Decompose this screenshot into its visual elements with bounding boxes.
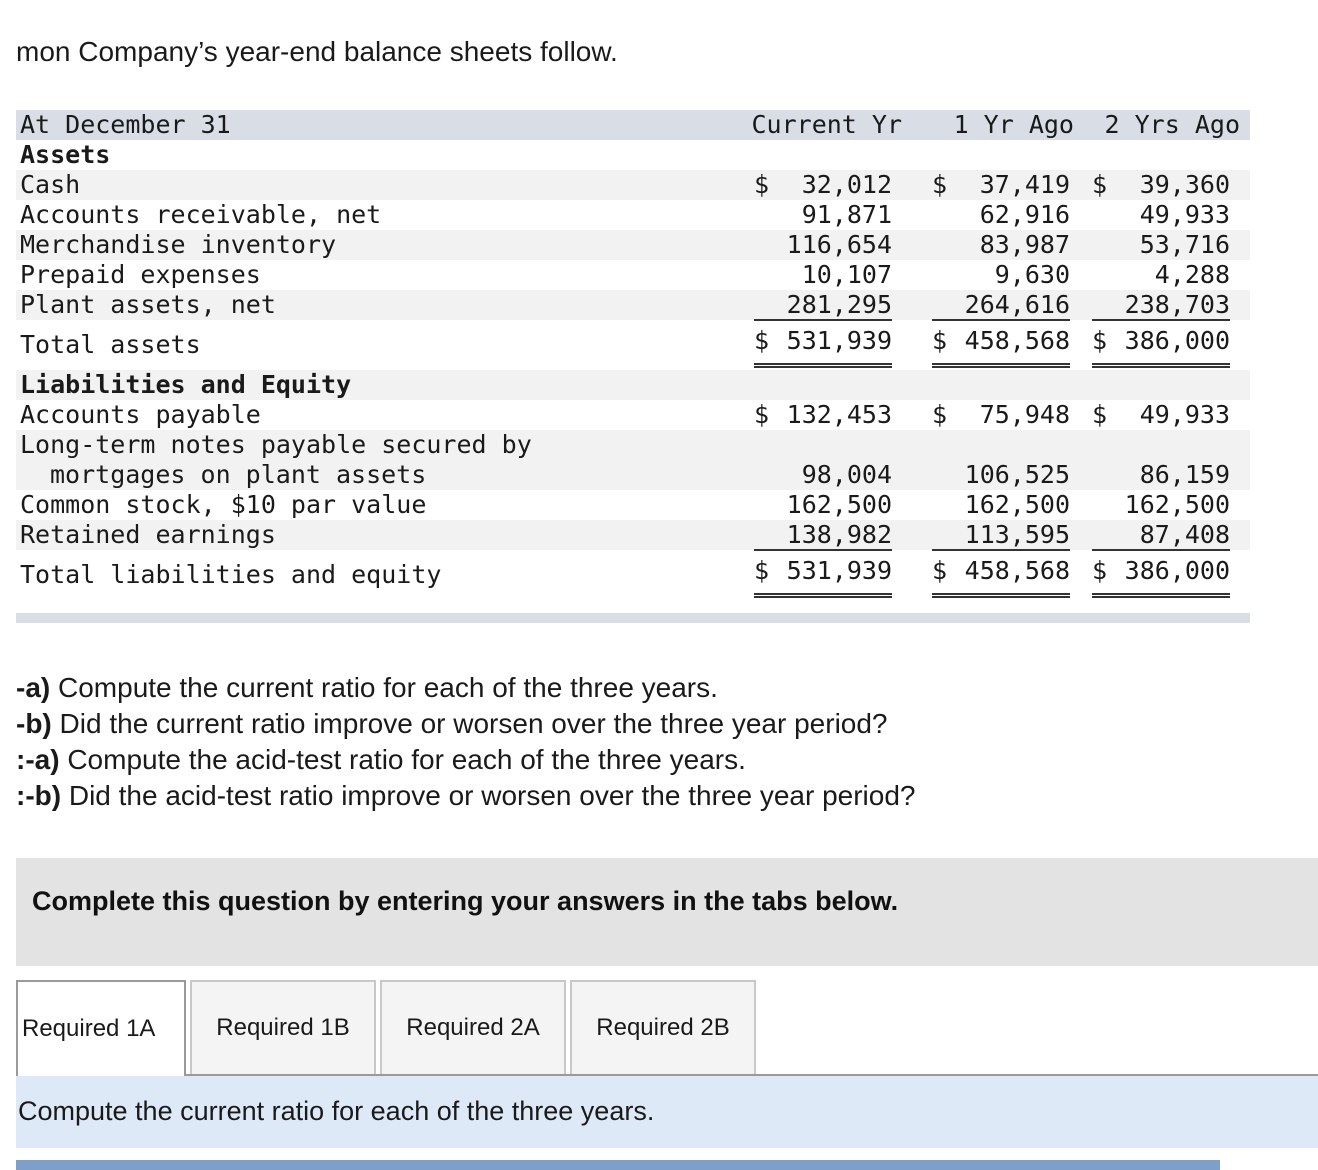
tab-required-2a[interactable]: Required 2A	[380, 980, 566, 1074]
value-cell: $ 386,000	[1092, 556, 1230, 598]
table-row	[16, 400, 1250, 430]
value-cell: 238,703	[1092, 290, 1230, 321]
question-list	[16, 670, 916, 814]
question-item: :-b) Did the acid-test ratio improve or worsen over the three year period?	[16, 780, 916, 811]
value-cell: 116,654	[786, 230, 892, 259]
value-cell: 162,500	[964, 490, 1070, 519]
row-label: Merchandise inventory	[20, 230, 337, 259]
header-1-yr-ago: 1 Yr Ago	[953, 110, 1074, 139]
question-item: :-a) Compute the acid-test ratio for each of the three years.	[16, 744, 746, 775]
panel-header-bar	[16, 1160, 1220, 1170]
total-assets-row	[16, 326, 1250, 366]
value-cell: 4,288	[1154, 260, 1230, 289]
value-cell: $ 32,012	[754, 170, 892, 199]
value-cell: 83,987	[979, 230, 1070, 259]
value-cell: 91,871	[801, 200, 892, 229]
value-cell: $ 132,453	[754, 400, 892, 429]
value-cell: $ 458,568	[932, 326, 1070, 368]
table-row	[16, 230, 1250, 260]
table-row	[16, 170, 1250, 200]
liabilities-heading: Liabilities and Equity	[20, 370, 352, 399]
row-label: Retained earnings	[20, 520, 276, 549]
value-cell: 87,408	[1092, 520, 1230, 551]
row-label: Accounts receivable, net	[20, 200, 382, 229]
assets-heading: Assets	[20, 140, 111, 169]
header-current-yr: Current Yr	[751, 110, 902, 139]
question-item: -a) Compute the current ratio for each of the three years.	[16, 672, 718, 703]
row-label: Plant assets, net	[20, 290, 276, 319]
value-cell: 9,630	[994, 260, 1070, 289]
value-cell: 162,500	[786, 490, 892, 519]
panel-instruction: Compute the current ratio for each of the three years.	[18, 1096, 655, 1126]
row-label: Total liabilities and equity	[20, 560, 442, 589]
header-2-yrs-ago: 2 Yrs Ago	[1104, 110, 1240, 139]
value-cell: 49,933	[1139, 200, 1230, 229]
tab-bar	[16, 980, 1318, 1076]
banner-text: Complete this question by entering your answers in the tabs below.	[32, 886, 899, 916]
value-cell: $ 458,568	[932, 556, 1070, 598]
value-cell: 62,916	[979, 200, 1070, 229]
table-row	[16, 290, 1250, 320]
value-cell: 281,295	[754, 290, 892, 321]
value-cell: $ 39,360	[1092, 170, 1230, 199]
header-label: At December 31	[20, 110, 231, 139]
row-label-continued: mortgages on plant assets	[50, 460, 427, 489]
total-liabilities-row	[16, 556, 1250, 600]
value-cell: 264,616	[932, 290, 1070, 321]
table-bottom-rule	[16, 613, 1250, 623]
value-cell: $ 386,000	[1092, 326, 1230, 368]
table-row	[16, 430, 1250, 490]
liabilities-heading-row	[16, 370, 1250, 400]
value-cell: 86,159	[1139, 460, 1230, 489]
tab-required-1a[interactable]: Required 1A	[16, 980, 186, 1076]
value-cell: 10,107	[801, 260, 892, 289]
value-cell: $ 37,419	[932, 170, 1070, 199]
intro-text: mon Company’s year-end balance sheets follow.	[16, 36, 618, 67]
tab-panel	[16, 1076, 1318, 1148]
table-row	[16, 520, 1250, 550]
tab-required-2b[interactable]: Required 2B	[570, 980, 756, 1074]
balance-sheet-table	[16, 110, 1250, 623]
value-cell: 106,525	[964, 460, 1070, 489]
assets-heading-row	[16, 140, 1250, 170]
value-cell: 162,500	[1124, 490, 1230, 519]
table-header-row	[16, 110, 1250, 140]
value-cell: 53,716	[1139, 230, 1230, 259]
tab-required-1b[interactable]: Required 1B	[190, 980, 376, 1074]
value-cell: $ 75,948	[932, 400, 1070, 429]
row-label: Cash	[20, 170, 81, 199]
row-label: Common stock, $10 par value	[20, 490, 427, 519]
value-cell: 113,595	[932, 520, 1070, 551]
row-label: Prepaid expenses	[20, 260, 261, 289]
value-cell: $ 531,939	[754, 556, 892, 598]
value-cell: $ 531,939	[754, 326, 892, 368]
row-label: Accounts payable	[20, 400, 261, 429]
value-cell: 98,004	[801, 460, 892, 489]
table-row	[16, 200, 1250, 230]
value-cell: $ 49,933	[1092, 400, 1230, 429]
row-label: Total assets	[20, 330, 201, 359]
table-row	[16, 260, 1250, 290]
table-row	[16, 490, 1250, 520]
question-item: -b) Did the current ratio improve or worsen over the three year period?	[16, 708, 888, 739]
value-cell: 138,982	[754, 520, 892, 551]
row-label: Long-term notes payable secured by	[20, 430, 532, 459]
instructions-banner	[16, 858, 1318, 966]
